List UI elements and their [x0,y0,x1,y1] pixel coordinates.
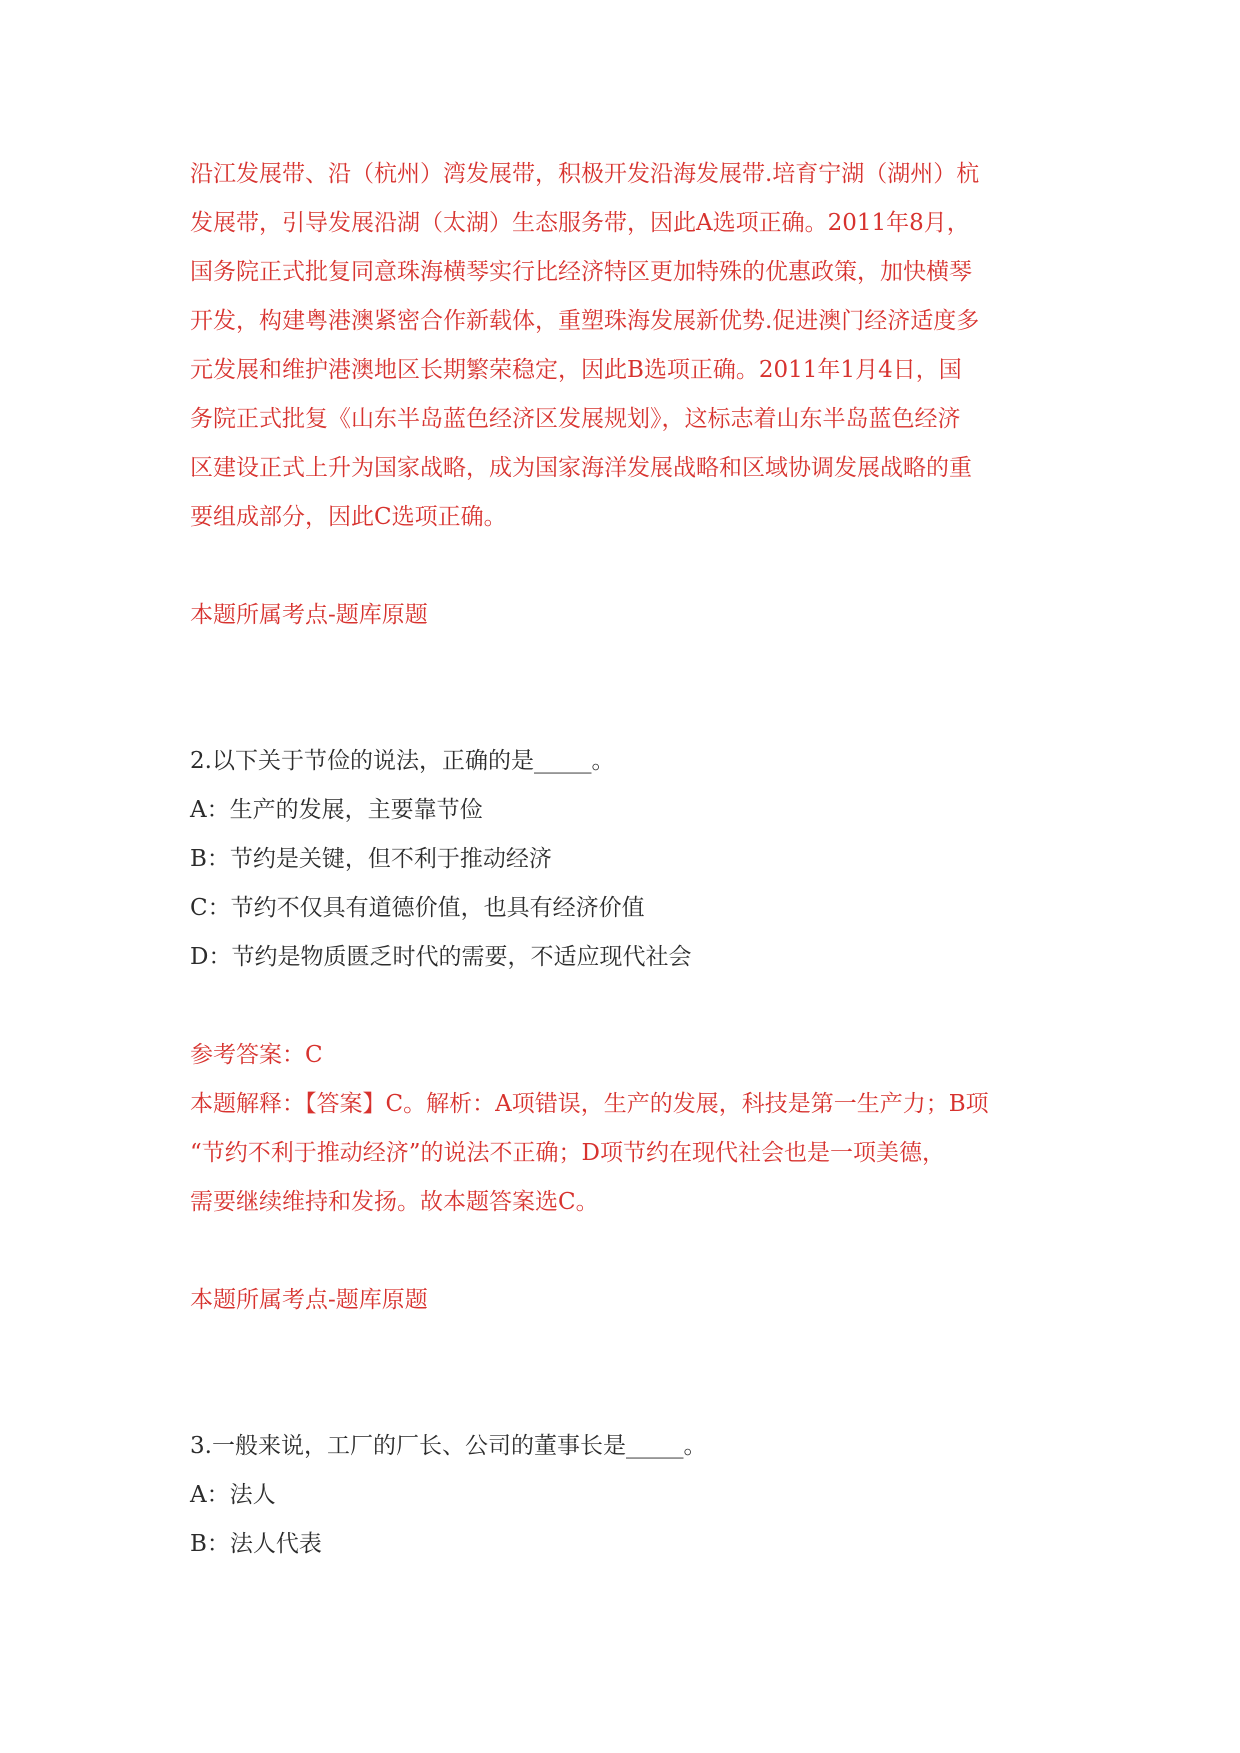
question-3 [190,1422,1060,1569]
option-d: D：节约是物质匮乏时代的需要，不适应现代社会 [190,944,692,970]
question-2 [190,737,1060,982]
option-a: A：法人 [190,1482,276,1508]
question-stem: 3.一般来说，工厂的厂长、公司的董事长是_____。 [190,1433,707,1459]
explanation-line: 区建设正式上升为国家战略，成为国家海洋发展战略和区域协调发展战略的重 [190,455,972,481]
topic-label: 本题所属考点-题库原题 [190,1287,428,1313]
explanation-q1 [190,150,1060,542]
explanation-line: “节约不利于推动经济”的说法不正确；D项节约在现代社会也是一项美德， [190,1140,945,1166]
option-a: A：生产的发展，主要靠节俭 [190,797,483,823]
explanation-line: 国务院正式批复同意珠海横琴实行比经济特区更加特殊的优惠政策，加快横琴 [190,259,972,285]
page-content [190,150,1060,1569]
explanation-line: 开发，构建粤港澳紧密合作新载体，重塑珠海发展新优势.促进澳门经济适度多 [190,308,980,334]
explanation-q2 [190,1080,1060,1227]
explanation-line: 要组成部分，因此C选项正确。 [190,504,507,530]
option-b: B：法人代表 [190,1531,322,1557]
question-stem: 2.以下关于节俭的说法，正确的是_____。 [190,748,615,774]
explanation-line: 发展带，引导发展沿湖（太湖）生态服务带，因此A选项正确。2011年8月， [190,210,970,236]
explanation-line: 需要继续维持和发扬。故本题答案选C。 [190,1189,599,1215]
explanation-line: 本题解释：【答案】C。解析：A项错误，生产的发展，科技是第一生产力；B项 [190,1091,989,1117]
option-c: C：节约不仅具有道德价值，也具有经济价值 [190,895,645,921]
explanation-line: 元发展和维护港澳地区长期繁荣稳定，因此B选项正确。2011年1月4日，国 [190,357,962,383]
explanation-line: 沿江发展带、沿（杭州）湾发展带，积极开发沿海发展带.培育宁湖（湖州）杭 [190,161,980,187]
topic-label: 本题所属考点-题库原题 [190,602,428,628]
explanation-line: 务院正式批复《山东半岛蓝色经济区发展规划》，这标志着山东半岛蓝色经济 [190,406,961,432]
option-b: B：节约是关键，但不利于推动经济 [190,846,552,872]
reference-answer: 参考答案：C [190,1042,323,1068]
